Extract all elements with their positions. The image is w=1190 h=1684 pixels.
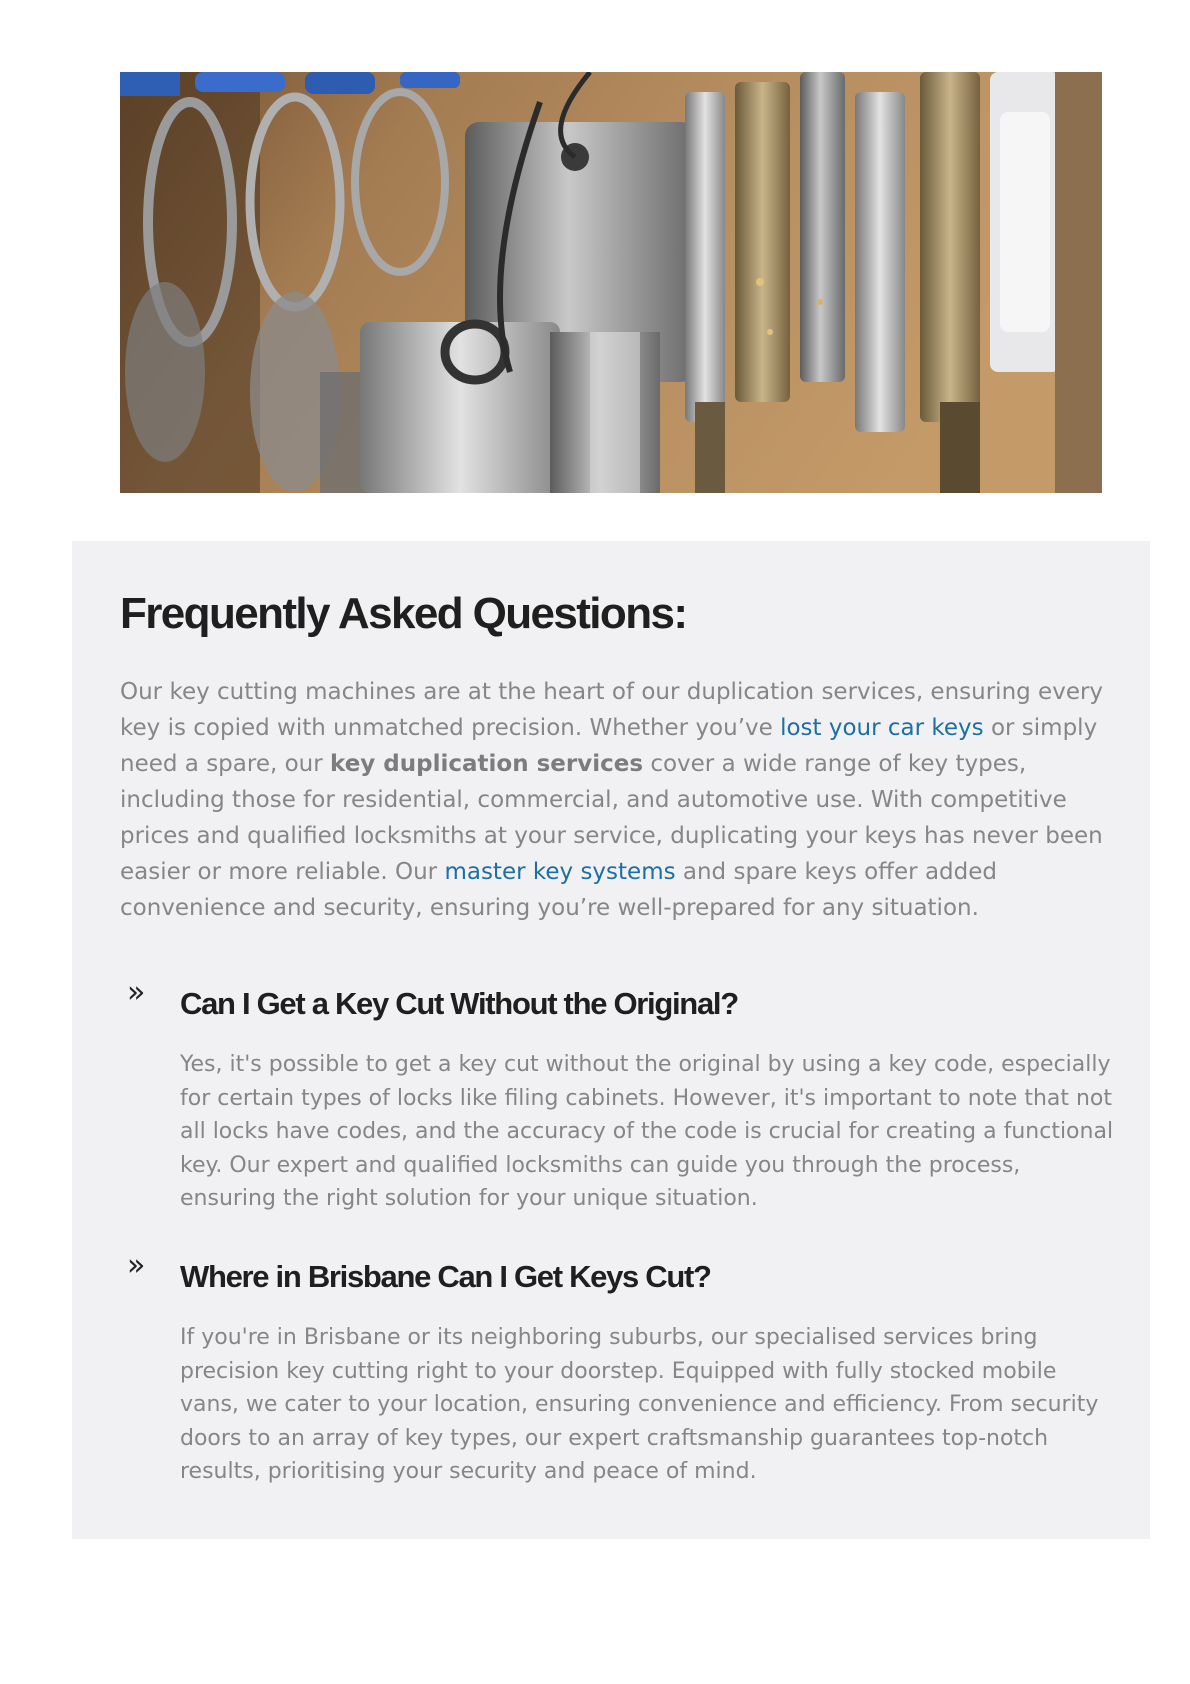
lost-car-keys-link[interactable]: lost your car keys xyxy=(780,715,984,741)
master-key-systems-link[interactable]: master key systems xyxy=(444,859,676,885)
faq-answer: Yes, it's possible to get a key cut without the original by using a key code, especially for certain types of locks like filing cabinets. However, it's important to note that not all locks have codes, and the accuracy of the code is crucial for creating a functional key. Our expert and qualified locksmiths can guide you through the process, ensuring the right solution for your unique situation. xyxy=(180,1052,1114,1211)
intro-text-4: and spare keys offer added convenience and security, ensuring you’re well-prepared for any situation. xyxy=(120,859,997,921)
faq-question: Can I Get a Key Cut Without the Original? xyxy=(180,986,738,1021)
faq-intro xyxy=(120,674,1120,926)
key-duplication-services-bold: key duplication services xyxy=(330,751,644,777)
hero-keys-image xyxy=(120,72,1102,493)
faq-title: Frequently Asked Questions: xyxy=(120,589,687,638)
intro-text-2: or simply need a spare, our xyxy=(120,715,1098,777)
chevron-double-right-icon: » xyxy=(127,975,146,1010)
faq-answer: If you're in Brisbane or its neighboring suburbs, our specialised services bring precision key cutting right to your doorstep. Equipped with fully stocked mobile vans, we cater to your location, ensuring convenience and efficiency. From security doors to an array of key types, our expert craftsmanship guarantees top-notch results, prioritising your security and peace of mind. xyxy=(180,1325,1099,1484)
keys-photo-icon xyxy=(120,72,1102,493)
chevron-double-right-icon: » xyxy=(127,1248,146,1283)
intro-text-3: cover a wide range of key types, including those for residential, commercial, and automotive use. With competitive prices and qualified locksmiths at your service, duplicating your keys has never been easier or more reliable. Our xyxy=(120,751,1103,885)
faq-question: Where in Brisbane Can I Get Keys Cut? xyxy=(180,1259,711,1294)
faq-section xyxy=(72,541,1150,1539)
intro-text-1: Our key cutting machines are at the heart of our duplication services, ensuring every key is copied with unmatched precision. Whether you’ve xyxy=(120,679,1104,741)
